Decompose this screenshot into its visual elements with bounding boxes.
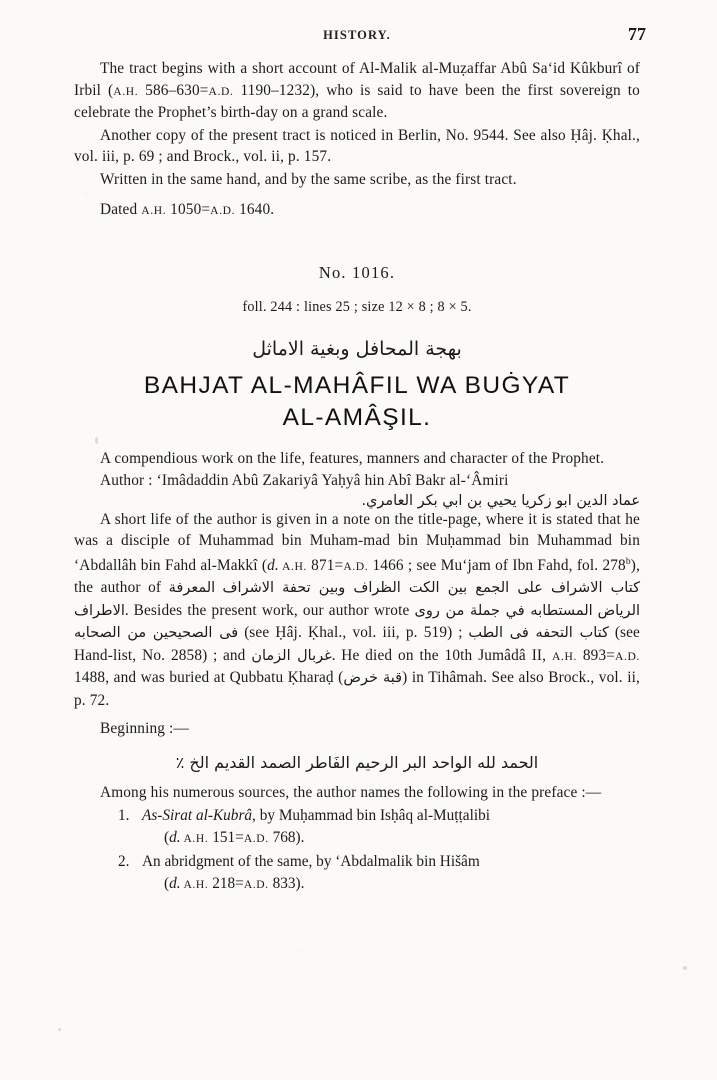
note-text2: 871= [306, 556, 344, 574]
note-text3: 1466 ; see Mu‘jam of Ibn Fahd, fol. 278 [368, 556, 626, 574]
entry-number: No. 1016. [318, 262, 396, 282]
source-date-d: d. [169, 874, 181, 892]
para2-text: Another copy of the present tract is noticed in Berlin, No. 9544. See also Ḥâj. Ḳhal., vol. iii, p. 69 ; and Brock., vol. ii, p. 157. [74, 126, 640, 165]
source-date-ad: A.D. [243, 877, 269, 891]
para1-text3: 1190–1232), who is said to have been the first sovereign to celebrate the Prophet’s birth-day on a grand scale. [74, 81, 640, 121]
entry-author-line [74, 470, 640, 492]
page-number: 77 [628, 24, 646, 44]
source-date-t2: 768). [268, 828, 305, 846]
note-ah-2: A.H. [552, 649, 577, 663]
source-rest: An abridgment of the same, by ‘Abdalmalik bin Hišâm [142, 853, 480, 871]
paragraph-written-same-hand [74, 169, 640, 191]
entry-title-line2: AL-AMÂŞIL. [282, 403, 432, 431]
spacer [74, 434, 640, 448]
note-text10: . He died on the 10th Jumâdâ II, [331, 646, 553, 664]
note-text13: ) in Tihâmah. See also Brock., vol. ii, p. 72. [74, 669, 640, 709]
para4-ah: A.H. [141, 204, 167, 217]
note-text12: 1488, and was buried at Qubbatu Ḳharaḍ ( [74, 669, 344, 687]
note-arabic-3: الرياض [597, 602, 641, 619]
spacer [74, 360, 640, 370]
note-text9: (see Hand-list, No. 2858) ; and [74, 624, 640, 664]
entry-arabic-title: بهجة المحافل وبغية الاماثل [252, 337, 462, 360]
list-item [74, 851, 640, 895]
source-date-open: ( [164, 874, 170, 892]
source-date-ah: A.H. [180, 877, 209, 891]
entry-description: foll. 244 : lines 25 ; size 12 × 8 ; 8 × 5. [242, 298, 472, 315]
para1-text2: 586–630= [138, 81, 209, 99]
entry-author-note [74, 509, 640, 712]
note-arabic-5: كتاب التحفه فى الطب [468, 625, 609, 642]
spacer [74, 741, 640, 753]
note-text11: 893= [576, 646, 616, 664]
source-date-ad: A.D. [243, 831, 269, 845]
source-rest: by Muḥammad bin Isḥâq al-Muṭṭalibi [255, 807, 490, 825]
note-arabic-4: المستطابه في جملة من روى فى الصحيحين من الصحابه [74, 602, 593, 642]
spacer [74, 316, 640, 338]
paragraph-another-copy [74, 125, 640, 168]
beginning-label: Beginning :— [100, 720, 189, 738]
beginning-arabic-text: الحمد لله الواحد البر الرحيم الفَاطر الصمد القديم الخ ٪ [175, 752, 539, 772]
source-number: 1. [118, 807, 130, 825]
note-italic-d: d. [267, 556, 279, 574]
note-ad-2: A.D. [615, 649, 640, 663]
source-date [142, 827, 640, 850]
spacer [74, 283, 640, 299]
para1-ad: A.D. [208, 84, 234, 98]
page-content [74, 24, 646, 897]
entry-summary: A compendious work on the life, features, manners and character of the Prophet. [100, 449, 605, 467]
note-arabic-7: قبة خرض [343, 670, 403, 687]
note-text5 [215, 579, 222, 596]
entry-author-arabic: عماد الدين ابو زكريا يحيي بن ابي بكر العامري. [361, 492, 640, 509]
note-arabic-2: المعرفة الاطراف [74, 580, 216, 619]
note-ad-1: A.D. [343, 559, 369, 573]
sources-intro: Among his numerous sources, the author names the following in the preface :— [100, 783, 602, 801]
source-date-open: ( [164, 828, 170, 846]
author-label: Author : [100, 472, 153, 489]
sources-list [74, 805, 640, 895]
entry-title-line1: BAHJAT AL-MAHÂFIL WA BUĠYAT [143, 371, 571, 399]
paragraph-tract-begins [74, 58, 640, 124]
note-superscript-b: b [625, 556, 631, 567]
source-date-t2: 833). [268, 874, 305, 892]
source-date-ah: A.H. [180, 831, 209, 845]
spacer [74, 772, 640, 782]
source-date [142, 873, 640, 896]
running-head [74, 24, 646, 58]
para4-ad: A.D. [210, 204, 236, 217]
list-item [74, 805, 640, 849]
note-text1: A short life of the author is given in a note on the title-page, where it is stated that he was a disciple of Muhammad bin Muham-mad bin Muḥammad bin Muhammad bin ‘Abdallâh bin Fahd al-Makkî ( [74, 510, 640, 574]
spacer [74, 191, 640, 199]
running-head-title: HISTORY. [323, 28, 391, 42]
page-speck [58, 1028, 61, 1031]
source-number: 2. [118, 853, 130, 871]
note-text8: (see Ḥâj. Ḳhal., vol. iii, p. 519) ; [238, 624, 469, 642]
source-date-d: d. [169, 828, 181, 846]
para3-text: Written in the same hand, and by the same scribe, as the first tract. [100, 170, 517, 188]
para4-text3: 1640. [235, 201, 275, 218]
para4-text2: 1050= [166, 201, 211, 218]
para1-text1: The tract begins with a short account of Al-Malik al-Muẓaffar Abû Sa‘id Kûkburî of Irbil ( [74, 60, 640, 99]
note-arabic-1: كتاب الاشراف على الجمع بين الكت الظراف وبين تحفة الاشراف [222, 580, 640, 597]
paragraph-dated [74, 199, 640, 222]
spacer [74, 223, 640, 263]
para4-text1: Dated [100, 201, 142, 218]
note-text4: ), the author of [74, 556, 640, 597]
para1-ah: A.H. [113, 84, 139, 98]
source-date-t1: 151= [208, 828, 244, 846]
note-text6: . Besides the present work, our author wrote [124, 601, 415, 619]
author-name: ‘Imâdaddin Abû Zakariyâ Yaḥyâ hin Abî Bakr al-‘Âmiri [156, 472, 509, 489]
source-title: As-Sirat al-Kubrâ, [142, 807, 256, 825]
page-speck [683, 966, 687, 970]
source-date-t1: 218= [208, 874, 244, 892]
note-ah-1: A.H. [278, 559, 307, 573]
note-arabic-6: غربال الزمان [251, 647, 332, 664]
